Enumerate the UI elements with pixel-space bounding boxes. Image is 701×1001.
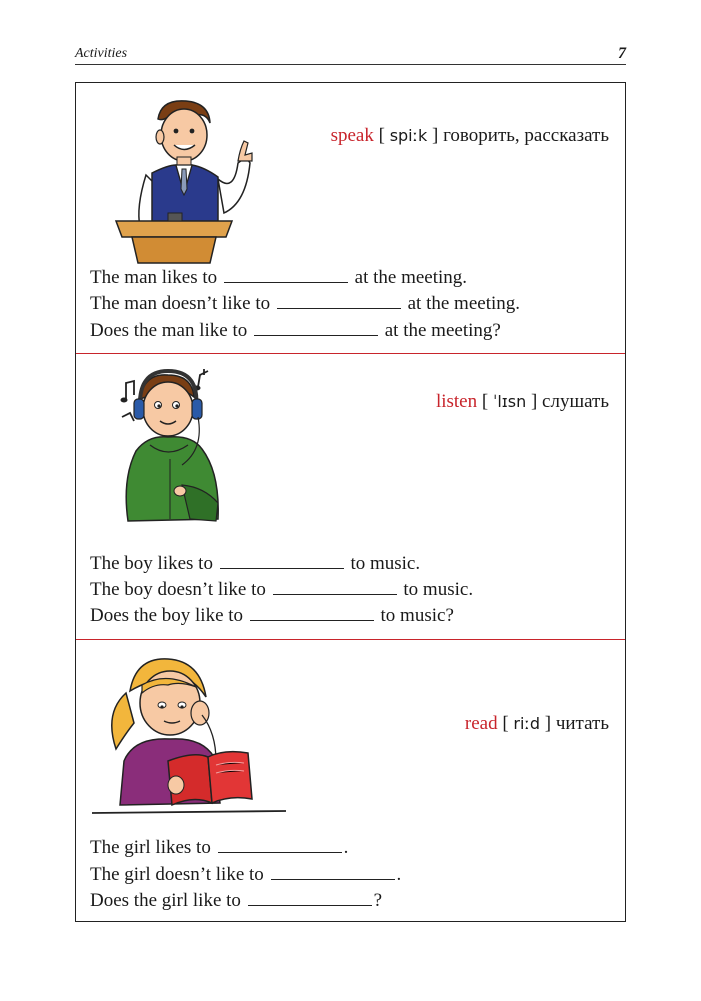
answer-blank[interactable] [250,606,374,621]
vocab-translation: читать [555,713,609,734]
answer-blank[interactable] [218,838,342,853]
page-number: 7 [618,45,626,62]
sentence-line [90,605,454,627]
vocab-transcription: spiːk [389,126,428,145]
vocab-word: read [464,713,498,734]
section-title: Activities [75,46,128,61]
section-divider [76,353,625,354]
boy-with-headphones-icon [120,369,240,539]
activity-frame [75,82,626,922]
page-header [75,44,626,65]
sentence-end: at the meeting. [354,267,468,288]
vocab-transcription: ˈlɪsn [492,392,527,411]
card-listen [76,355,625,637]
vocab-entry: listen [ ˈlɪsn ] слушать [435,391,609,412]
sentence-end: . [343,837,349,858]
sentence-line [90,837,348,859]
sentence-line [90,293,520,315]
vocab-translation: слушать [542,391,609,412]
vocab-word: listen [435,391,478,412]
vocab-word: speak [330,125,374,146]
sentence-end: to music. [403,579,474,600]
sentence-start: The girl doesn’t like to [90,864,264,885]
sentence-end: ? [373,890,383,911]
vocab-entry: speak [ spiːk ] говорить, рассказать [330,125,609,146]
sentence-line [90,553,420,575]
sentence-end: to music. [350,553,421,574]
sentence-start: Does the man like to [90,320,248,341]
card-speak [76,83,625,353]
section-divider [76,639,625,640]
vocab-transcription: riːd [513,714,540,733]
sentence-start: The man likes to [90,267,218,288]
sentence-line [90,864,401,886]
sentence-end: at the meeting. [407,293,521,314]
vocab-translation: говорить, рассказать [443,125,609,146]
sentence-line [90,890,382,912]
sentence-start: The girl likes to [90,837,211,858]
answer-blank[interactable] [248,891,372,906]
sentence-start: The boy likes to [90,553,213,574]
sentence-end: to music? [380,605,454,626]
card-read [76,641,625,921]
sentence-start: The man doesn’t like to [90,293,271,314]
sentence-end: . [396,864,402,885]
answer-blank[interactable] [224,268,348,283]
man-at-lectern-icon [106,97,256,265]
sentence-end: at the meeting? [384,320,501,341]
answer-blank[interactable] [271,865,395,880]
sentence-line [90,320,501,342]
sentence-start: Does the girl like to [90,890,241,911]
answer-blank[interactable] [277,294,401,309]
sentence-line [90,579,473,601]
vocab-entry: read [ riːd ] читать [464,713,609,734]
answer-blank[interactable] [273,580,397,595]
answer-blank[interactable] [220,554,344,569]
girl-reading-book-icon [90,653,290,819]
sentence-line [90,267,467,289]
sentence-start: Does the boy like to [90,605,244,626]
answer-blank[interactable] [254,321,378,336]
sentence-start: The boy doesn’t like to [90,579,266,600]
